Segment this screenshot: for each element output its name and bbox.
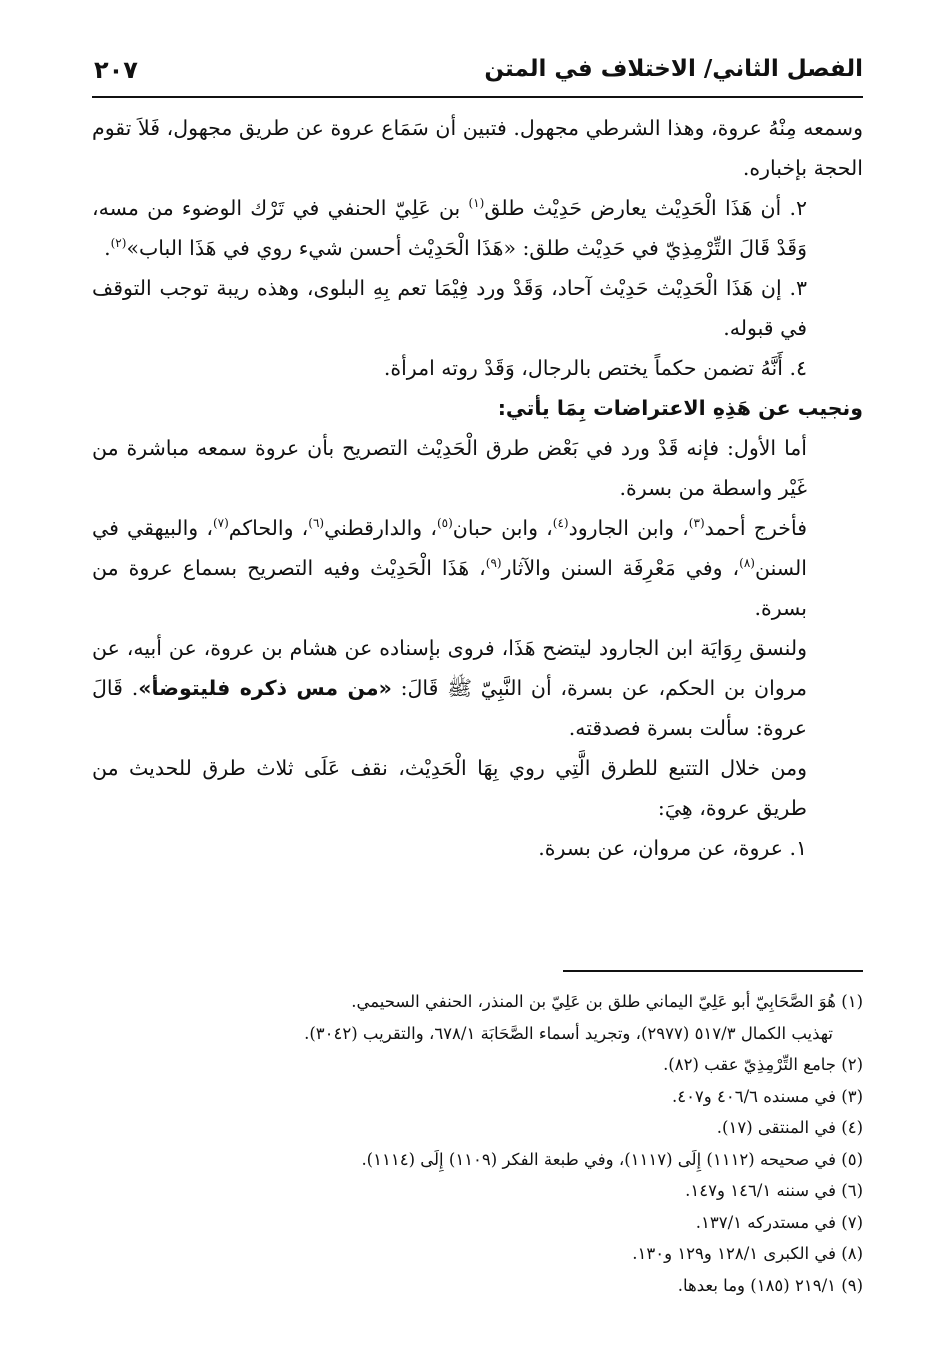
paragraph-first-answer: أما الأول: فإنه قَدْ ورد في بَعْض طرق الْحَدِيْث التصريح بأن عروة سمعه مباشرة من غَيْر واسطة من بسرة.: [92, 436, 807, 500]
footnote-ref-7: (٧): [212, 516, 229, 531]
footnote-ref-4: (٤): [552, 516, 569, 531]
objection-item-2: [92, 188, 863, 268]
footnote-2: (٢) جامع التِّرْمِذِيّ عقب (٨٢).: [663, 1055, 863, 1074]
takhrij-text-6: ، والبيهقي في السنن: [92, 516, 807, 580]
footnote-ref-5: (٥): [436, 516, 453, 531]
footnotes: [92, 986, 863, 1301]
section-heading: ونجيب عن هَذِهِ الاعتراضات بِمَا يأتي:: [497, 396, 863, 420]
footnote-ref-3: (٣): [688, 516, 705, 531]
hadith-quote: «من مس ذكره فليتوضأ»: [138, 676, 392, 700]
paragraph-continuation: وسمعه مِنْهُ عروة، وهذا الشرطي مجهول. فتبين أن سَمَاع عروة عن طريق مجهول، فَلاَ تقوم الحجة بإخباره.: [92, 116, 863, 180]
footnote-9: (٩) ٢١٩/١ (١٨٥) وما بعدها.: [677, 1275, 863, 1295]
takhrij-text-7: ، وفي مَعْرِفَة السنن والآثار: [501, 556, 740, 580]
footnote-ref-6: (٦): [308, 516, 325, 531]
footnote-divider: [563, 970, 863, 972]
footnote-ref-2: (٢): [110, 236, 127, 251]
page-header: [92, 52, 863, 98]
footnote-1: (١) هُوَ الصَّحَابِيّ أبو عَلِيّ اليماني طلق بن عَلِيّ بن المنذر، الحنفي السحيمي.: [351, 992, 863, 1011]
footnote-8: (٨) في الكبرى ١٢٨/١ و١٢٩ و١٣٠.: [632, 1244, 863, 1263]
footnote-ref-9: (٩): [485, 556, 502, 571]
footnote-ref-8: (٨): [739, 556, 755, 571]
footnote-5: (٥) في صحيحه (١١١٢) إِلَى (١١١٧)، وفي طبعة الفكر (١١٠٩) إِلَى (١١١٤).: [361, 1149, 863, 1169]
objection-2-text-c: .: [104, 236, 111, 260]
objection-item-4: ٤. أَنَّهُ تضمن حكماً يختص بالرجال، وَقَدْ روته امرأة.: [383, 356, 807, 380]
takhrij-text-2: ، وابن الجارود: [568, 516, 689, 540]
objection-item-3: ٣. إن هَذَا الْحَدِيْث حَدِيْث آحاد، وَقَدْ ورد فِيْمَا تعم بِهِ البلوى، وهذه ريبة توجب التوقف في قبوله.: [92, 276, 807, 340]
objection-2-text-a: ٢. أن هَذَا الْحَدِيْث يعارض حَدِيْث طلق: [484, 196, 807, 220]
riwaya-text-1: ولنسق رِوَايَة ابن الجارود ليتضح هَذَا، فروى بإسناده عن هشام بن عروة، عن أبيه، عن مروان بن الحكم، عن بسرة، أن النَّبِيّ ﷺ قَالَ:: [92, 636, 807, 700]
footnote-ref-1: (١): [468, 196, 485, 211]
paragraph-turuq: ومن خلال التتبع للطرق الَّتِي روي بِهَا الْحَدِيْث، نقف عَلَى ثلاث طرق للحديث من طريق عروة، هِيَ:: [92, 756, 807, 820]
turuq-item-1: ١. عروة، عن مروان، عن بسرة.: [538, 836, 807, 860]
takhrij-text-5: ، والحاكم: [228, 516, 309, 540]
running-title: الفصل الثاني/ الاختلاف في المتن: [484, 56, 863, 82]
page-number: ٢٠٧: [94, 56, 138, 84]
footnote-4: (٤) في المنتقى (١٧).: [716, 1118, 863, 1137]
takhrij-text-1: فأخرج أحمد: [704, 516, 808, 540]
takhrij-text-8: ، هَذَا الْحَدِيْث وفيه التصريح بسماع عروة من بسرة.: [92, 556, 807, 620]
objection-2-text-b: بن عَلِيّ الحنفي في تَرْك الوضوء من مسه، وَقَدْ قَالَ التِّرْمِذِيّ في حَدِيْث طلق: «هَذَا الْحَدِيْث أحسن شيء روي في هَذَا الباب»: [92, 196, 807, 260]
footnote-7: (٧) في مستدركه ١٣٧/١.: [695, 1212, 863, 1232]
footnote-1-continuation: تهذيب الكمال ٥١٧/٣ (٢٩٧٧)، وتجريد أسماء الصَّحَابَة ٦٧٨/١، والتقريب (٣٠٤٢).: [304, 1023, 833, 1043]
footnote-6: (٦) في سننه ١٤٦/١ و١٤٧.: [685, 1181, 863, 1200]
takhrij-text-3: ، وابن حبان: [452, 516, 553, 540]
takhrij-text-4: ، والدارقطني: [324, 516, 437, 540]
footnote-3: (٣) في مسنده ٤٠٦/٦ و٤٠٧.: [671, 1086, 863, 1106]
paragraph-riwaya: [92, 628, 863, 748]
paragraph-takhrij: [92, 508, 863, 628]
main-text: [92, 108, 863, 868]
riwaya-text-2: . قَالَ عروة: سألت بسرة فصدقته.: [92, 676, 807, 740]
